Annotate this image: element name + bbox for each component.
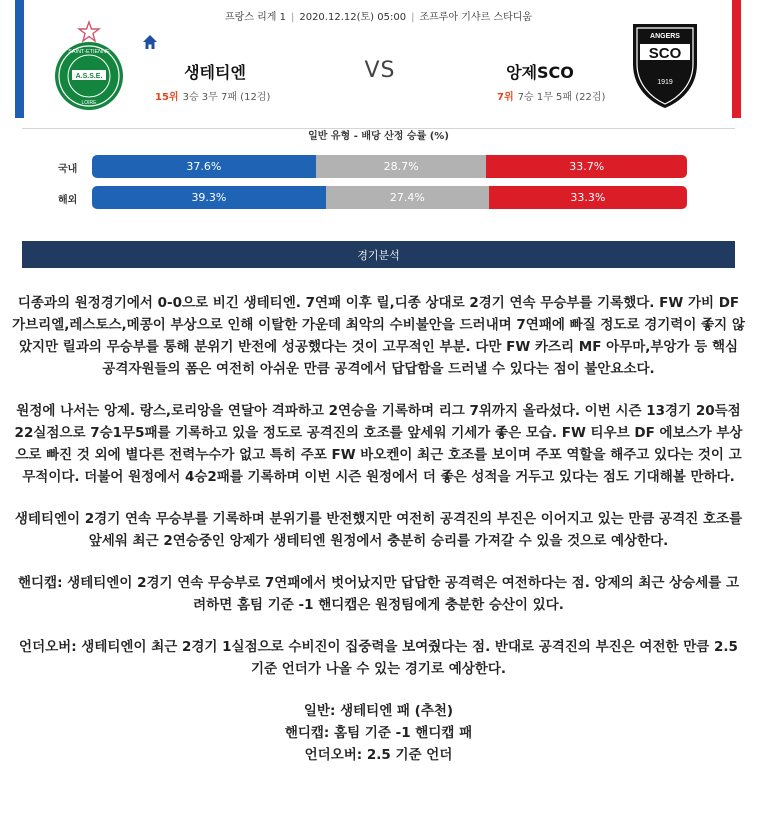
odds-draw-domestic: 28.7%: [316, 155, 487, 178]
home-record-text: 3승 3무 7패 (12검): [182, 92, 271, 103]
analysis-paragraph-home: 디종과의 원정경기에서 0-0으로 비긴 생테티엔. 7연패 이후 릴,디종 상대로 2경기 연속 무승부를 기록했다. FW 가비 DF 가브리엘,레스토스,메콩이 부상으로 인해 이탈한 가운데 최악의 수비불안을 드러내며 7연패에 빠질 정도로 경기력이 좋지 않았지만 릴과의 무승부를 통해 분위기 반전에 성공했다는 것이 고무적인 부분. 다만 FW 카즈리 MF 아무마,부앙가 등 핵심 공격자원들의 폼은 여전히 아쉬운 만큼 공격에서 답답함을 드러낼 수 있다는 점이 불안요소다.: [12, 295, 745, 377]
odds-row-overseas: [92, 186, 687, 209]
svg-text:A.S.S.E.: A.S.S.E.: [75, 73, 103, 80]
odds-home-overseas: 39.3%: [92, 186, 326, 209]
home-icon[interactable]: [142, 34, 158, 50]
svg-text:1919: 1919: [657, 79, 673, 86]
match-datetime: 2020.12.12(토) 05:00: [299, 12, 407, 23]
away-team-name[interactable]: 앙제SCO: [506, 63, 574, 82]
analysis-paragraph-summary: 생테티엔이 2경기 연속 무승부를 기록하며 분위기를 반전했지만 여전히 공격진의 부진은 이어지고 있는 만큼 공격진 호조를 앞세워 최근 2연승중인 앙제가 생테티엔 원정에서 충분히 승리를 가져갈 수 있을 것으로 예상한다.: [14, 511, 743, 549]
away-rank: 7위: [497, 92, 514, 103]
match-info: 프랑스 리게 1 | 2020.12.12(토) 05:00 | 조프루아 기샤르 스타디움: [224, 12, 533, 23]
away-team-logo: [630, 18, 700, 110]
odds-title: 일반 유형 - 배당 산정 승률 (%): [0, 127, 757, 142]
pick-underover: 언더오버: 2.5 기준 언더: [304, 747, 453, 763]
odds-row-domestic: [92, 155, 687, 178]
home-team-logo: [52, 20, 126, 112]
svg-text:LOIRE: LOIRE: [81, 100, 97, 106]
analysis-section-title: 경기분석: [22, 241, 735, 268]
pick-handicap: 핸디캡: 홈팀 기준 -1 핸디캡 패: [284, 725, 473, 741]
home-record: [155, 88, 270, 103]
venue-name: 조프루아 기샤르 스타디움: [419, 12, 533, 23]
analysis-paragraph-underover: 언더오버: 생테티엔이 최근 2경기 1실점으로 수비진이 집중력을 보여줬다는 점. 반대로 공격진의 부진은 여전한 만큼 2.5 기준 언더가 나올 수 있는 경기로 예상한다.: [19, 639, 738, 677]
odds-row-label-domestic: 국내: [58, 164, 78, 175]
odds-away-overseas: 33.3%: [489, 186, 687, 209]
odds-home-domestic: 37.6%: [92, 155, 316, 178]
league-name: 프랑스 리게 1: [224, 12, 286, 23]
away-record: [497, 88, 605, 103]
home-team-name[interactable]: 생테티엔: [184, 63, 246, 82]
home-rank: 15위: [155, 92, 179, 103]
analysis-paragraph-handicap: 핸디캡: 생테티엔이 2경기 연속 무승부로 7연패에서 벗어났지만 답답한 공격력은 여전하다는 점. 앙제의 최근 상승세를 고려하면 홈팀 기준 -1 핸디캡은 원정팀에게 충분한 승산이 있다.: [17, 575, 740, 613]
svg-text:SCO: SCO: [648, 45, 682, 62]
svg-text:SAINT-ETIENNE: SAINT-ETIENNE: [68, 49, 110, 55]
analysis-body: [12, 292, 745, 766]
vs-label: VS: [364, 58, 396, 83]
analysis-paragraph-away: 원정에 나서는 앙제. 랑스,로리앙을 연달아 격파하고 2연승을 기록하며 리그 7위까지 올라섰다. 이번 시즌 13경기 20득점 22실점으로 7승1무5패를 기록하고 있을 정도로 공격진의 호조를 앞세워 기세가 좋은 모습. FW 티우브 DF 에보스가 부상으로 빠진 것 외에 별다른 전력누수가 없고 특히 주포 FW 바오켄이 최근 호조를 보이며 주포 역할을 해주고 있다는 것이 고무적이다. 더불어 원정에서 4승2패를 기록하며 이번 시즌 원정에서 더 좋은 성적을 거두고 있다는 점도 기대해볼 만하다.: [14, 403, 743, 485]
odds-row-label-overseas: 해외: [58, 195, 78, 206]
away-record-text: 7승 1무 5패 (22검): [517, 92, 606, 103]
pick-general: 일반: 생테티엔 패 (추천): [303, 703, 454, 719]
odds-away-domestic: 33.7%: [486, 155, 687, 178]
odds-draw-overseas: 27.4%: [326, 186, 489, 209]
svg-text:ANGERS: ANGERS: [650, 33, 680, 40]
